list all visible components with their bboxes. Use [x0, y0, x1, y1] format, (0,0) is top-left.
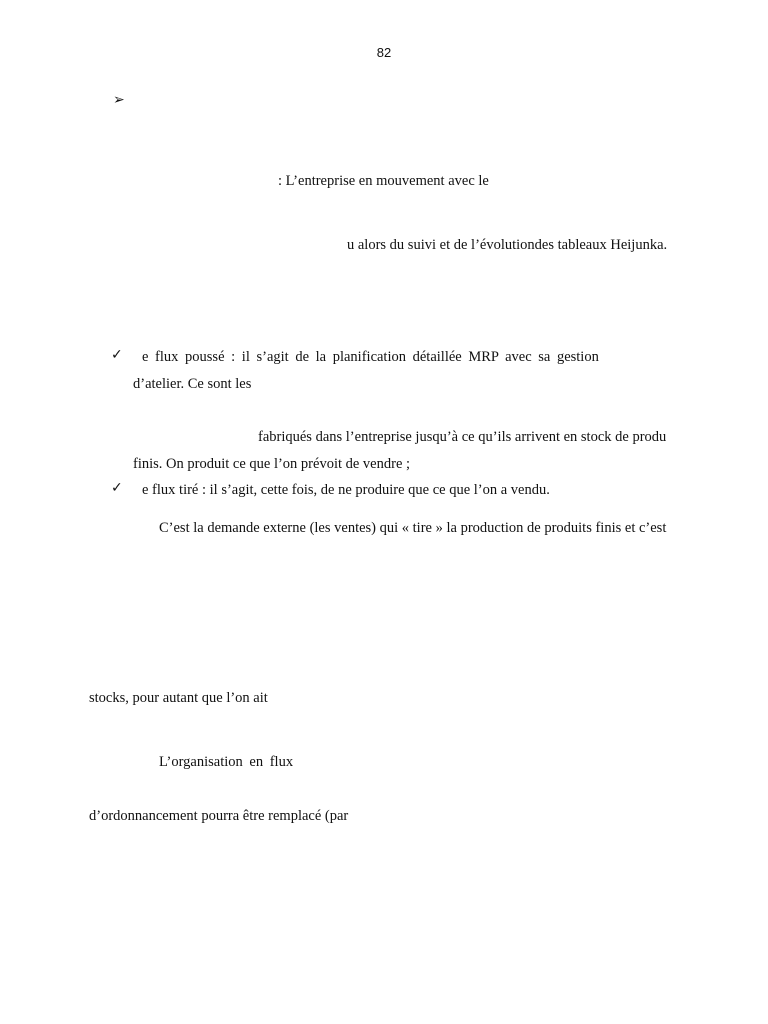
text-line-8: C’est la demande externe (les ventes) qui « tire » la production de produits finis et c’est — [159, 520, 667, 536]
checkmark-bullet-icon: ✓ — [111, 347, 123, 363]
arrow-bullet-icon: ➢ — [113, 92, 125, 108]
text-line-3: e flux poussé : il s’agit de la planification détaillée MRP avec sa gestion — [142, 349, 599, 365]
text-line-10: L’organisation en flux — [159, 754, 294, 770]
text-line-4: d’atelier. Ce sont les — [133, 376, 252, 392]
page-number: 82 — [376, 45, 392, 60]
text-line-7: e flux tiré : il s’agit, cette fois, de ne produire que ce que l’on a vendu. — [142, 482, 550, 498]
text-line-2: u alors du suivi et de l’évolutiondes tableaux Heijunka. — [347, 237, 668, 253]
checkmark-bullet-icon: ✓ — [111, 480, 123, 496]
text-line-9: stocks, pour autant que l’on ait — [89, 690, 268, 706]
text-line-11: d’ordonnancement pourra être remplacé (par — [89, 808, 349, 824]
text-line-6: finis. On produit ce que l’on prévoit de vendre ; — [133, 456, 411, 472]
text-line-1: : L’entreprise en mouvement avec le — [278, 173, 489, 189]
text-line-5: fabriqués dans l’entreprise jusqu’à ce qu’ils arrivent en stock de produ — [258, 429, 667, 445]
